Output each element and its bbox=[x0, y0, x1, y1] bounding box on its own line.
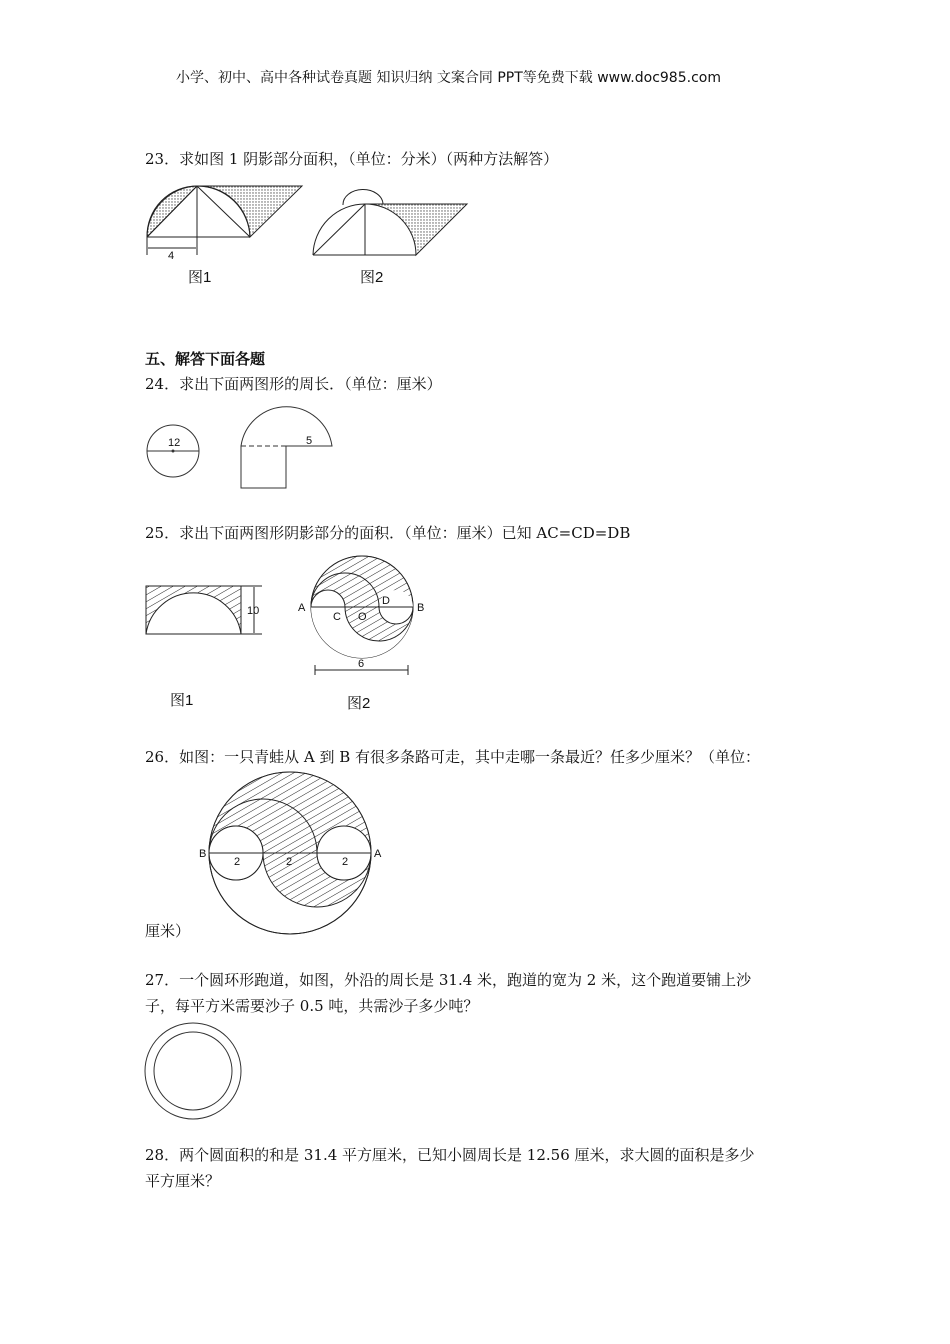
figure-label: 12 bbox=[168, 437, 181, 449]
page-header: 小学、初中、高中各种试卷真题 知识归纳 文案合同 PPT等免费下载 www.doc985.com bbox=[176, 70, 721, 86]
figure-label: 2 bbox=[342, 856, 349, 868]
figure-label: C bbox=[333, 611, 341, 623]
question-28-line-1: 28．两个圆面积的和是 31.4 平方厘米，已知小圆周长是 12.56 厘米，求大圆的面积是多少 bbox=[145, 1146, 755, 1164]
question-26-continued: 厘米） bbox=[145, 922, 191, 940]
figure-label: 2 bbox=[286, 856, 293, 868]
figure-label: 图1 bbox=[188, 269, 212, 286]
question-23: 23．求如图 1 阴影部分面积，（单位：分米）（两种方法解答） bbox=[145, 150, 559, 168]
section-5-heading: 五、解答下面各题 bbox=[145, 350, 266, 368]
figure-label: D bbox=[382, 595, 390, 607]
figure-label: 4 bbox=[168, 250, 175, 262]
figure-label: 6 bbox=[358, 658, 365, 670]
figure-label: 10 bbox=[247, 605, 260, 617]
figure-label: 图1 bbox=[170, 692, 194, 709]
figure-label: B bbox=[417, 602, 425, 614]
q26-figure bbox=[199, 772, 382, 934]
figure-label: O bbox=[358, 611, 367, 623]
question-24: 24．求出下面两图形的周长．（单位：厘米） bbox=[145, 375, 442, 393]
figure-label: A bbox=[298, 602, 306, 614]
figure-label: A bbox=[374, 848, 382, 860]
q25-figure-2 bbox=[298, 556, 424, 712]
q25-figure-1 bbox=[146, 586, 262, 709]
figure-label: 5 bbox=[306, 435, 313, 447]
question-27-line-1: 27．一个圆环形跑道，如图，外沿的周长是 31.4 米，跑道的宽为 2 米，这个跑道要铺上沙 bbox=[145, 971, 752, 989]
q27-ring-figure bbox=[145, 1023, 241, 1119]
q23-figure-2 bbox=[313, 189, 467, 286]
q24-figures bbox=[147, 407, 332, 488]
figure-label: B bbox=[199, 848, 207, 860]
question-26: 26．如图：一只青蛙从 A 到 B 有很多条路可走，其中走哪一条最近？任多少厘米？（单位： bbox=[145, 748, 761, 766]
question-28-line-2: 平方厘米？ bbox=[145, 1172, 221, 1190]
q23-figure-1 bbox=[147, 186, 302, 286]
question-25: 25．求出下面两图形阴影部分的面积．（单位：厘米）已知 AC=CD=DB bbox=[145, 524, 631, 542]
question-27-line-2: 子，每平方米需要沙子 0.5 吨，共需沙子多少吨？ bbox=[145, 997, 479, 1015]
figure-label: 图2 bbox=[347, 695, 371, 712]
figure-label: 图2 bbox=[360, 269, 384, 286]
figure-label: 2 bbox=[234, 856, 241, 868]
